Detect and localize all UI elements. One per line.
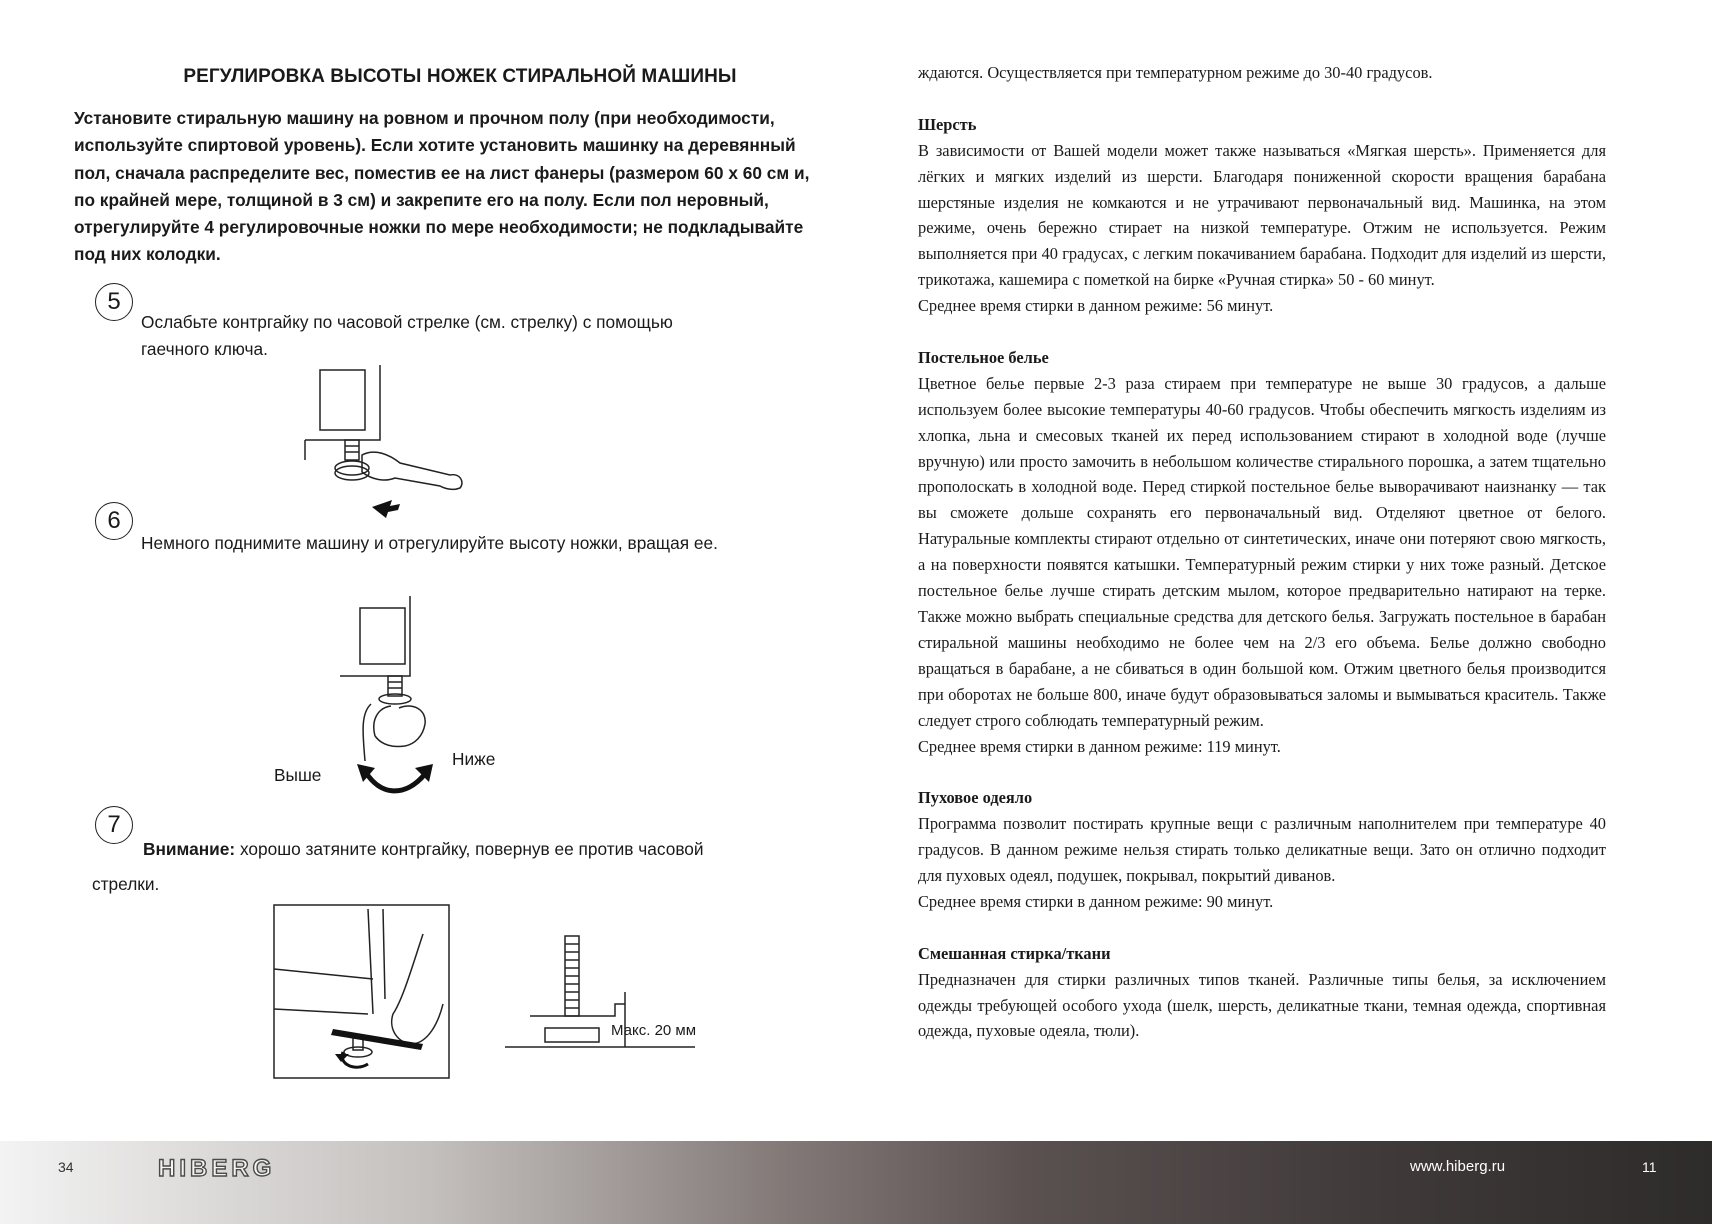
hand-adjust-foot-illustration (335, 596, 455, 806)
left-page (0, 0, 850, 1140)
page-number-right: 11 (1642, 1159, 1657, 1175)
continuation-paragraph: ждаются. Осуществляется при температурном режиме до 30-40 градусов. (918, 63, 1433, 82)
step-5-text-line1: Ослабьте контргайку по часовой стрелке (см. стрелку) с помощью (141, 312, 673, 332)
step-7-text-line2: стрелки. (92, 874, 160, 894)
right-page (850, 0, 1712, 1140)
paragraph-mixed: Предназначен для стирки различных типов тканей. Различные типы белья, за исключением одежды требующей особого ухода (шелк, шерсть, деликатные ткани, темная одежда, спортивная одежда, пуховые одеяла, тюли). (918, 969, 1606, 1041)
website-link: www.hiberg.ru (1410, 1158, 1506, 1175)
section-heading-bedding: Постельное белье (918, 347, 1049, 367)
step-7-text: хорошо затяните контргайку, повернув ее против часовой (235, 839, 704, 859)
bedding-time: Среднее время стирки в данном режиме: 119 минут. (918, 736, 1281, 756)
step-5-text-line2: гаечного ключа. (141, 339, 268, 359)
label-max-height: Макс. 20 мм (611, 1022, 697, 1039)
page-title: РЕГУЛИРОВКА ВЫСОТЫ НОЖЕК СТИРАЛЬНОЙ МАШИНЫ (183, 66, 737, 87)
attention-label: Внимание: (143, 839, 236, 859)
page-number-left: 34 (58, 1159, 74, 1175)
label-higher: Выше (274, 765, 322, 785)
duvet-time: Среднее время стирки в данном режиме: 90 минут. (918, 891, 1274, 911)
section-heading-duvet: Пуховое одеяло (918, 788, 1033, 808)
paragraph-duvet: Программа позволит постирать крупные вещи с различным наполнителем при температуре 40 градусов. В данном режиме нельзя стирать только деликатные вещи. Зато он отлично подходит для пуховых одеял, подушек, покрывал, покрытий диванов. (918, 814, 1606, 886)
step-7-text-line1 (143, 836, 704, 864)
label-lower: Ниже (452, 749, 496, 769)
wrench-tighten-illustration (273, 904, 453, 1080)
section-heading-wool: Шерсть (918, 114, 977, 134)
intro-paragraph: Установите стиральную машину на ровном и прочном полу (при необходимости, используйте спиртовой уровень). Если хотите установить машинку на деревянный пол, сначала распределите вес, поместив ее на лист фанеры (размером 60 х 60 см и, по крайней мере, толщиной в 3 см) и закрепите его на полу. Если пол неровный, отрегулируйте 4 регулировочные ножки по мере необходимости; не подкладывайте под них колодки. (74, 108, 810, 265)
section-heading-mixed: Смешанная стирка/ткани (918, 943, 1111, 963)
step-6-number: 6 (95, 502, 133, 540)
paragraph-bedding: Цветное белье первые 2-3 раза стираем при температуре не выше 30 градусов, а дальше используем более высокие температуры 40-60 градусов. Чтобы обеспечить мягкость изделиям из хлопка, льна и смесовых тканей их перед использованием стирают в холодной воде (лучше вручную) или просто замочить в небольшом количестве стирального порошка, а затем тщательно прополоскать в холодной воде. Перед стиркой постельное белье выворачивают наизнанку — так вы сможете дольше сохранять его первоначальный вид. Отделяют цветное от белого. Натуральные комплекты стирают отдельно от синтетических, иначе они потеряют свою мягкость, а на поверхности появятся катышки. Температурный режим стирки у них тоже разный. Детское постельное белье лучше стирать детским мылом, которое предварительно натирают на терке. Также можно выбрать специальные средства для детского белья. Загружать постельное в барабан стиральной машины необходимо не более чем на 2/3 его объема. Белье должно свободно вращаться в барабане, а не сбиваться в один большой ком. Отжим цветного белья производится при оборотах не больше 800, иначе будут образовываться заломы и вымываться краситель. Также следует строго соблюдать температурный режим. (918, 373, 1606, 730)
wrench-loosen-illustration (300, 360, 470, 520)
step-5-number: 5 (95, 283, 133, 321)
step-7-number: 7 (95, 806, 133, 844)
paragraph-wool: В зависимости от Вашей модели может также называться «Мягкая шерсть». Применяется для лёгких и мягких изделий из шерсти. Благодаря пониженной скорости вращения барабана шерстяные изделия не комкаются и не утрачивают первоначальный вид. Машинка, на этом режиме, очень бережно стирает на низкой температуре. Отжим не используется. Режим выполняется при 40 градусах, с легким покачиванием барабана. Подходит для изделий из шерсти, трикотажа, кашемира с пометкой на бирке «Ручная стирка» 50 - 60 минут. (918, 140, 1606, 290)
step-6-text: Немного поднимите машину и отрегулируйте высоту ножки, вращая ее. (141, 533, 718, 553)
wool-time: Среднее время стирки в данном режиме: 56 минут. (918, 296, 1274, 316)
hiberg-logo: HIBERG (158, 1155, 276, 1182)
text-column (918, 60, 1606, 1044)
